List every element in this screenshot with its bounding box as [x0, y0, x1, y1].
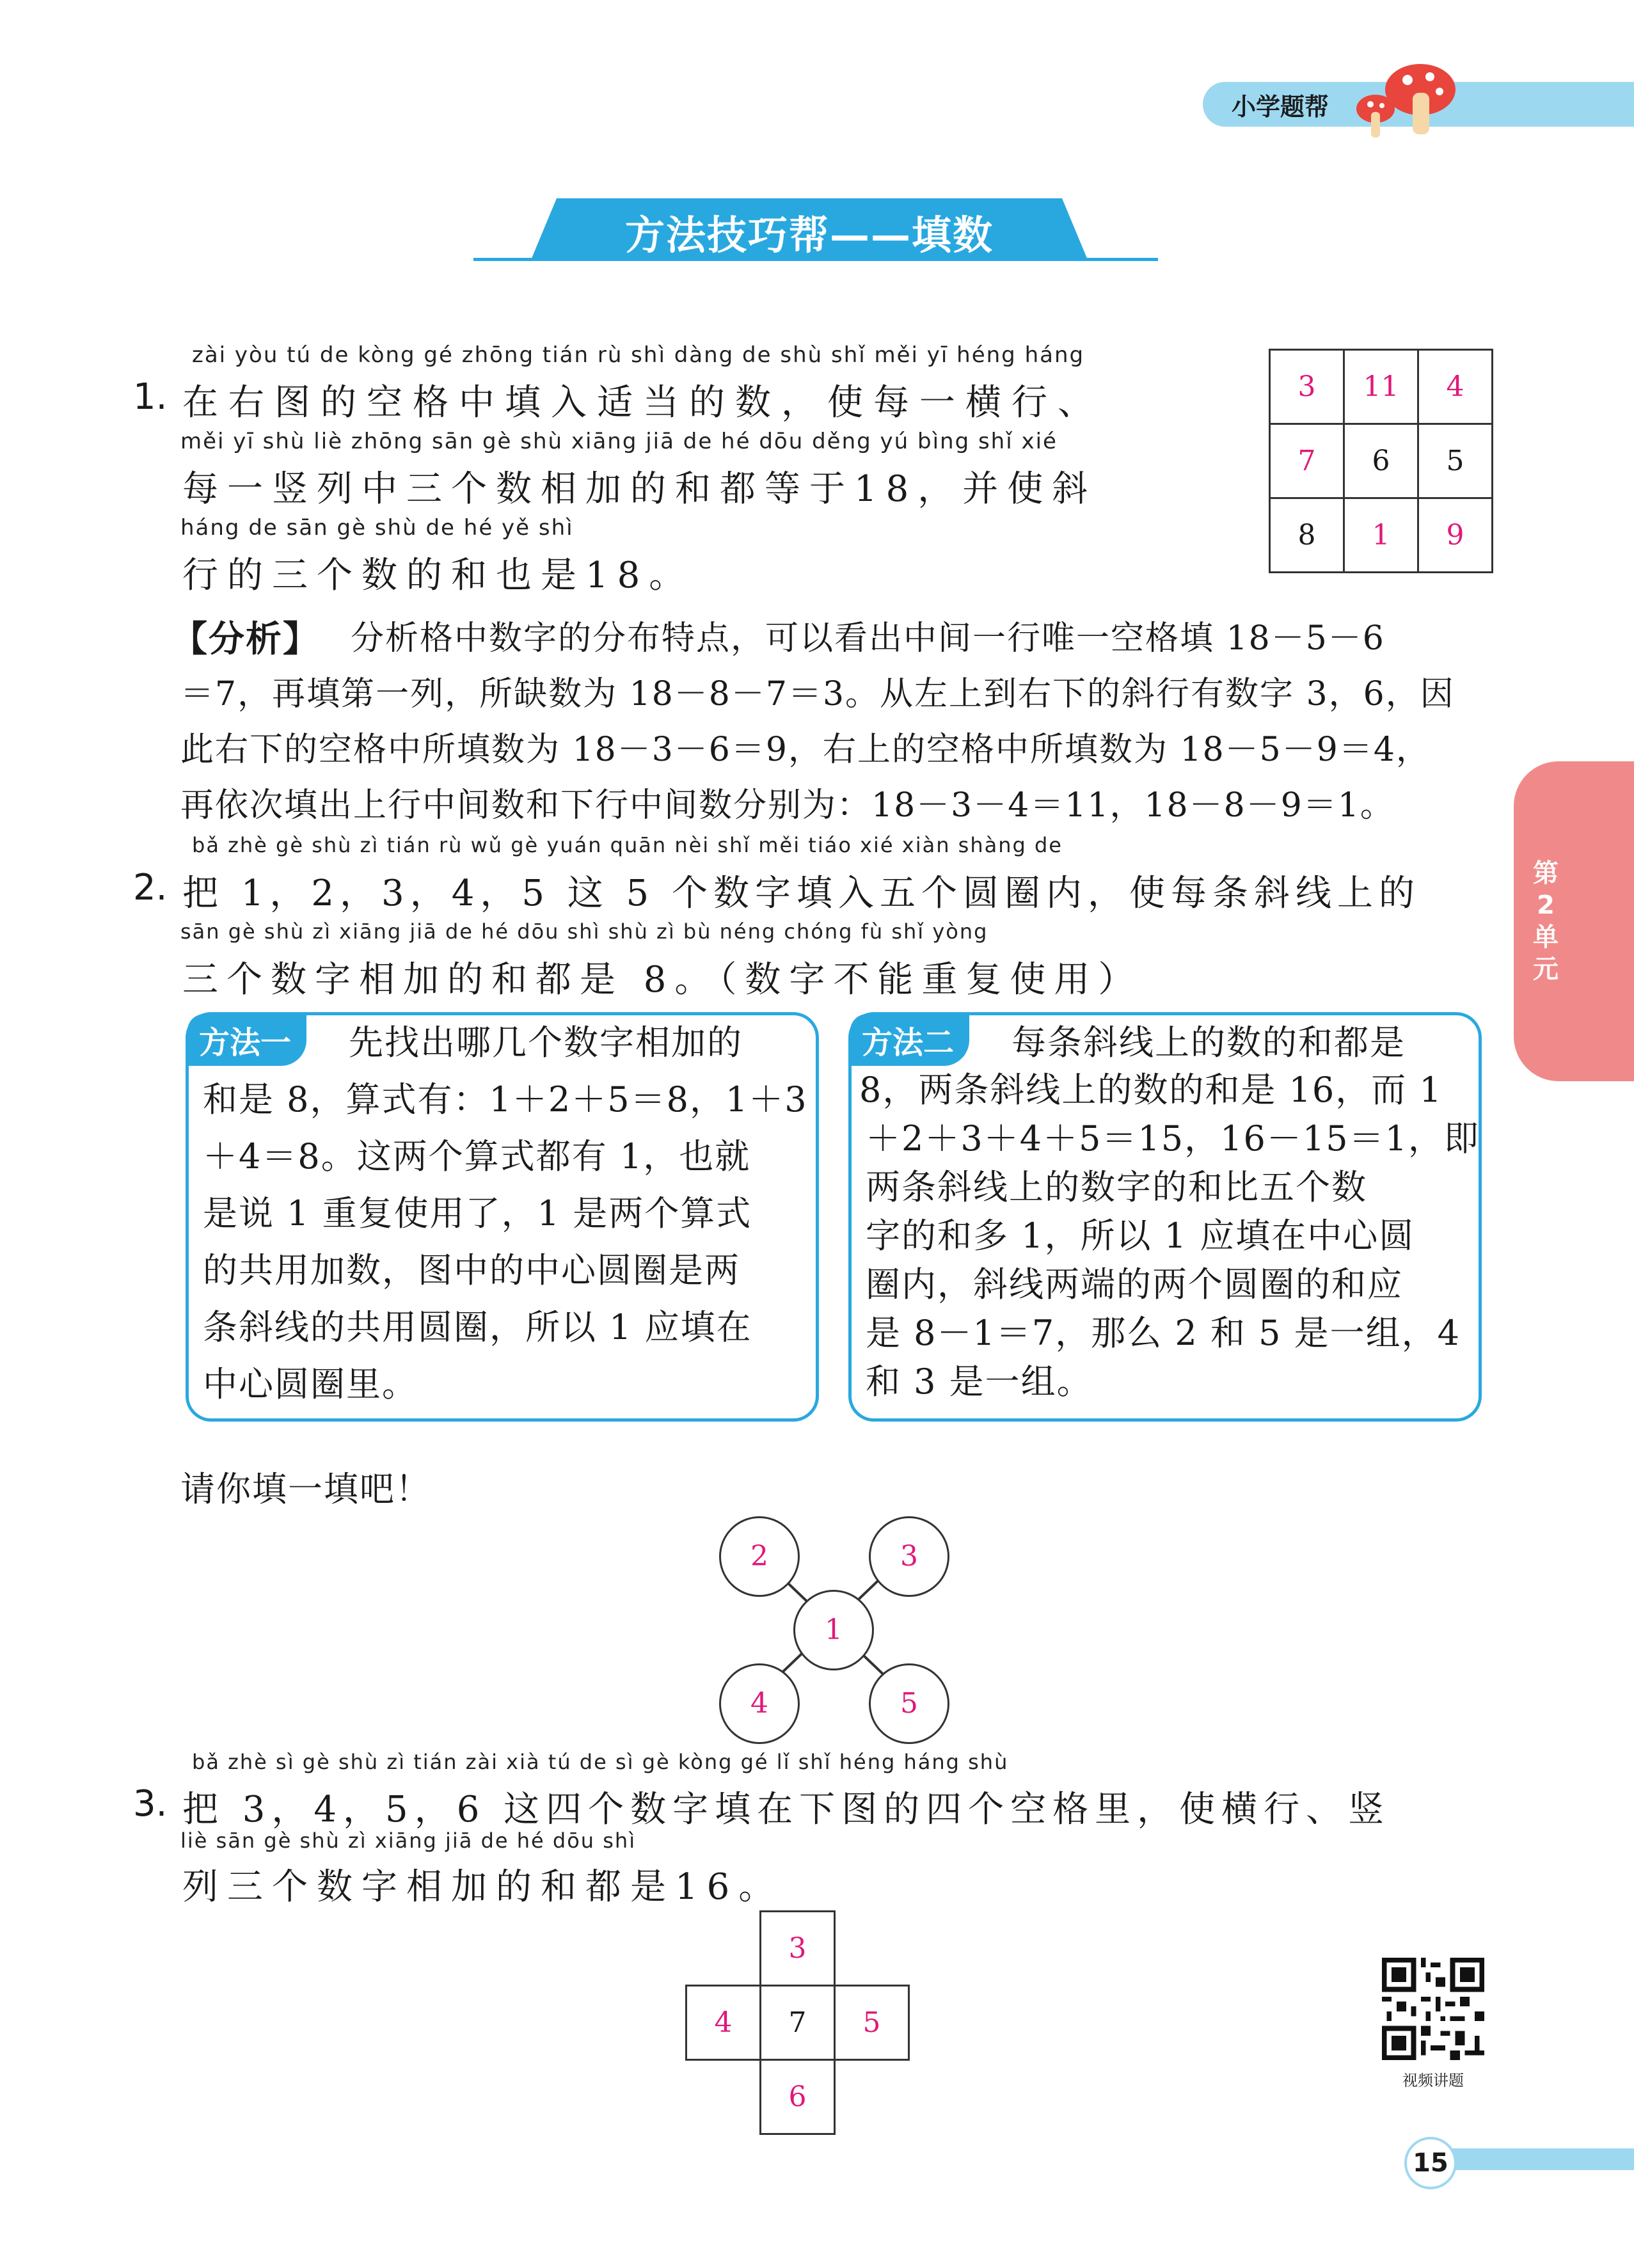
grid-cell: 3: [1270, 350, 1344, 424]
method1-line-5: 的共用加数，图中的中心圆圈是两: [203, 1250, 740, 1290]
method2-label: 方法二: [850, 1014, 969, 1066]
method1-line-7: 中心圆圈里。: [203, 1364, 418, 1404]
cross-cell-top: 3: [759, 1910, 836, 1986]
method1-line-4: 是说 1 重复使用了，1 是两个算式: [203, 1193, 752, 1233]
circle-bottom-left: 4: [719, 1663, 800, 1744]
unit-side-label: 第 2 单 元: [1533, 859, 1559, 984]
method2-line-4: 两条斜线上的数字的和比五个数: [866, 1167, 1367, 1207]
q1-pinyin-2: měi yī shù liè zhōng sān gè shù xiāng jiā de hé dōu děng yú bìng shǐ xié: [180, 429, 1058, 454]
cross-cell-bottom: 6: [759, 2059, 836, 2135]
analysis-line-3: 此右下的空格中所填数为 18－3－6＝9，右上的空格中所填数为 18－5－9＝4，: [180, 731, 1431, 769]
grid-cell: 5: [1418, 424, 1493, 498]
grid-cell: 6: [1344, 424, 1418, 498]
grid-cell: 1: [1344, 498, 1418, 573]
q1-line-3: 行的三个数的和也是18。: [182, 555, 694, 596]
q2-line-1: 把 1，2，3，4，5 这 5 个数字填入五个圆圈内，使每条斜线上的: [182, 873, 1420, 914]
header-tab-label: 小学题帮: [1232, 93, 1329, 121]
cross-cell-center: 7: [759, 1985, 836, 2061]
q2-line-2: 三个数字相加的和都是 8。（数字不能重复使用）: [182, 959, 1143, 1001]
method2-line-5: 字的和多 1，所以 1 应填在中心圆: [866, 1216, 1415, 1256]
circle-center: 1: [793, 1590, 874, 1670]
method2-box: [848, 1012, 1482, 1422]
cross-cell-left: 4: [685, 1985, 761, 2061]
q1-line-1: 在右图的空格中填入适当的数，使每一横行、: [182, 382, 1104, 424]
q3-line-1: 把 3，4，5，6 这四个数字填在下图的四个空格里，使横行、竖: [182, 1789, 1391, 1830]
method2-line-1: 每条斜线上的数的和都是: [1011, 1022, 1406, 1063]
qr-code-icon[interactable]: [1382, 1958, 1484, 2060]
grid-cell: 8: [1270, 498, 1344, 573]
circle-top-left: 2: [719, 1516, 800, 1597]
q3-pinyin-2: liè sān gè shù zì xiāng jiā de hé dōu shì: [180, 1828, 637, 1853]
circle-top-right: 3: [869, 1516, 949, 1597]
q1-line-2: 每一竖列中三个数相加的和都等于18，并使斜: [182, 468, 1097, 510]
q2-pinyin-1: bǎ zhè gè shù zì tián rù wǔ gè yuán quān nèi shǐ měi tiáo xié xiàn shàng de: [192, 833, 1063, 857]
q1-number: 1.: [133, 376, 168, 418]
mushroom-icon: [1350, 54, 1465, 144]
method1-line-3: ＋4＝8。这两个算式都有 1，也就: [203, 1136, 751, 1177]
qr-caption: 视频讲题: [1402, 2072, 1464, 2090]
analysis-line-1: 分析格中数字的分布特点，可以看出中间一行唯一空格填 18－5－6: [351, 619, 1385, 658]
page-title: 方法技巧帮——填数: [624, 212, 994, 258]
method1-line-6: 条斜线的共用圆圈，所以 1 应填在: [203, 1307, 752, 1347]
q1-pinyin-1: zài yòu tú de kòng gé zhōng tián rù shì dàng de shù shǐ měi yī héng háng: [192, 342, 1085, 368]
analysis-label: 【分析】: [171, 619, 320, 660]
q3-pinyin-1: bǎ zhè sì gè shù zì tián zài xià tú de sì gè kòng gé lǐ shǐ héng háng shù: [192, 1750, 1009, 1774]
method1-line-2: 和是 8，算式有：1＋2＋5＝8，1＋3: [203, 1079, 808, 1120]
page-number: 15: [1404, 2137, 1457, 2189]
method2-line-7: 是 8－1＝7，那么 2 和 5 是一组，4: [866, 1313, 1461, 1353]
q3-line-2: 列三个数字相加的和都是16。: [182, 1866, 784, 1908]
fill-prompt: 请你填一填吧！: [180, 1469, 431, 1509]
q2-pinyin-2: sān gè shù zì xiāng jiā de hé dōu shì shù zì bù néng chóng fù shǐ yòng: [180, 919, 988, 944]
analysis-line-2: ＝7，再填第一列，所缺数为 18－8－7＝3。从左上到右下的斜行有数字 3，6，因: [180, 675, 1455, 713]
grid-cell: 4: [1418, 350, 1493, 424]
grid-cell: 7: [1270, 424, 1344, 498]
circle-bottom-right: 5: [869, 1663, 949, 1744]
q1-magic-square: [1269, 349, 1493, 573]
grid-cell: 11: [1344, 350, 1418, 424]
method1-label: 方法一: [187, 1014, 306, 1066]
analysis-line-4: 再依次填出上行中间数和下行中间数分别为：18－3－4＝11，18－8－9＝1。: [180, 786, 1395, 825]
grid-cell: 9: [1418, 498, 1493, 573]
q1-pinyin-3: háng de sān gè shù de hé yě shì: [180, 515, 574, 541]
q2-number: 2.: [133, 867, 168, 908]
method1-box: [186, 1012, 819, 1422]
method2-line-6: 圈内，斜线两端的两个圆圈的和应: [866, 1264, 1403, 1304]
cross-cell-right: 5: [834, 1985, 910, 2061]
q3-number: 3.: [133, 1783, 168, 1825]
method2-line-8: 和 3 是一组。: [866, 1361, 1093, 1402]
method2-line-2: 8，两条斜线上的数的和是 16，而 1: [859, 1070, 1443, 1110]
method1-line-1: 先找出哪几个数字相加的: [349, 1022, 743, 1063]
method2-line-3: ＋2＋3＋4＋5＝15，16－15＝1，即: [866, 1118, 1480, 1159]
